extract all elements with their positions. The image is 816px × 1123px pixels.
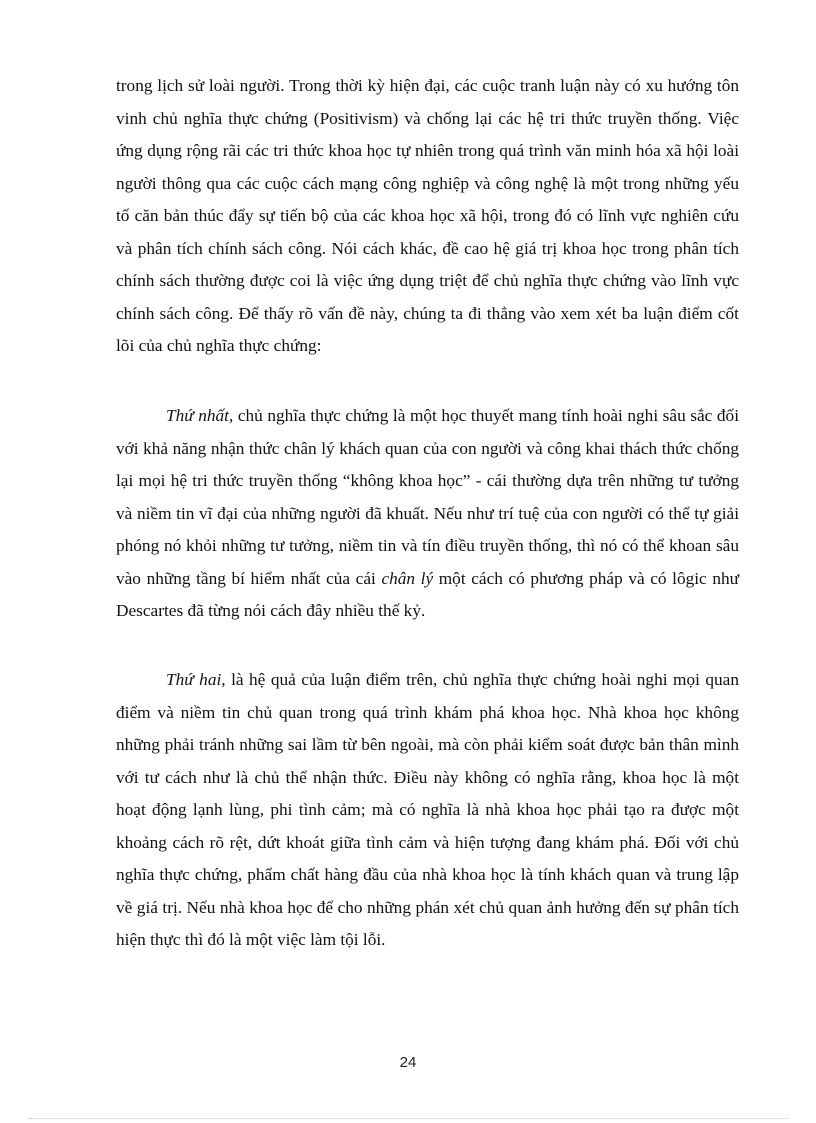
paragraph-second-text: là hệ quả của luận điểm trên, chủ nghĩa thực chứng hoài nghi mọi quan điểm và niềm tin chủ quan trong quá trình khám phá khoa học. Nhà khoa học không những phải tránh những sai lầm từ bên ngoài, mà còn phải kiểm soát được bản thân mình với tư cách như là chủ thể nhận thức. Điều này không có nghĩa rằng, khoa học là một hoạt động lạnh lùng, phi tình cảm; mà có nghĩa là nhà khoa học phải tạo ra được một khoảng cách rõ rệt, dứt khoát giữa tình cảm và hiện tượng đang khám phá. Đối với chủ nghĩa thực chứng, phẩm chất hàng đầu của nhà khoa học là tính khách quan và trung lập về giá trị. Nếu nhà khoa học để cho những phán xét chủ quan ảnh hưởng đến sự phân tích hiện thực thì đó là một việc làm tội lỗi. <box>116 670 739 949</box>
page-number: 24 <box>399 1054 417 1071</box>
paragraph-first-text-a: chủ nghĩa thực chứng là một học thuyết mang tính hoài nghi sâu sắc đối với khả năng nhận thức chân lý khách quan của con người và công khai thách thức chống lại mọi hệ tri thức truyền thống “không khoa học” - cái thường dựa trên những tư tưởng và niềm tin vĩ đại của những người đã khuất. Nếu như trí tuệ của con người có thể tự giải phóng nó khỏi những tư tưởng, niềm tin và tín điều truyền thống, thì nó có thể khoan sâu vào những tầng bí hiểm nhất của cái <box>116 406 739 588</box>
paragraph-first-text-b: một cách có phương pháp và có lôgic như Descartes đã từng nói cách đây nhiều thế kỷ. <box>116 568 739 620</box>
page-bottom-divider <box>28 1118 788 1119</box>
paragraph-intro-text: trong lịch sử loài người. Trong thời kỳ hiện đại, các cuộc tranh luận này có xu hướng tôn vinh chủ nghĩa thực chứng (Positivism) và chống lại các hệ tri thức truyền thống. Việc ứng dụng rộng rãi các tri thức khoa học tự nhiên trong quá trình văn minh hóa xã hội loài người thông qua các cuộc cách mạng công nghiệp và công nghệ là một trong những yếu tố căn bản thúc đẩy sự tiến bộ của các khoa học xã hội, trong đó có lĩnh vực nghiên cứu và phân tích chính sách công. Nói cách khác, đề cao hệ giá trị khoa học trong phân tích chính sách thường được coi là việc ứng dụng triệt để chủ nghĩa thực chứng vào lĩnh vực chính sách công. Để thấy rõ vấn đề này, chúng ta đi thẳng vào xem xét ba luận điểm cốt lõi của chủ nghĩa thực chứng: <box>116 76 739 355</box>
paragraph-first-point <box>116 400 739 628</box>
emphasis-chan-ly: chân lý <box>381 568 434 588</box>
paragraph-second-point <box>116 664 739 957</box>
paragraph-intro <box>116 70 739 363</box>
paragraph-lead-first: Thứ nhất, <box>166 406 234 425</box>
paragraph-lead-second: Thứ hai, <box>166 670 226 689</box>
